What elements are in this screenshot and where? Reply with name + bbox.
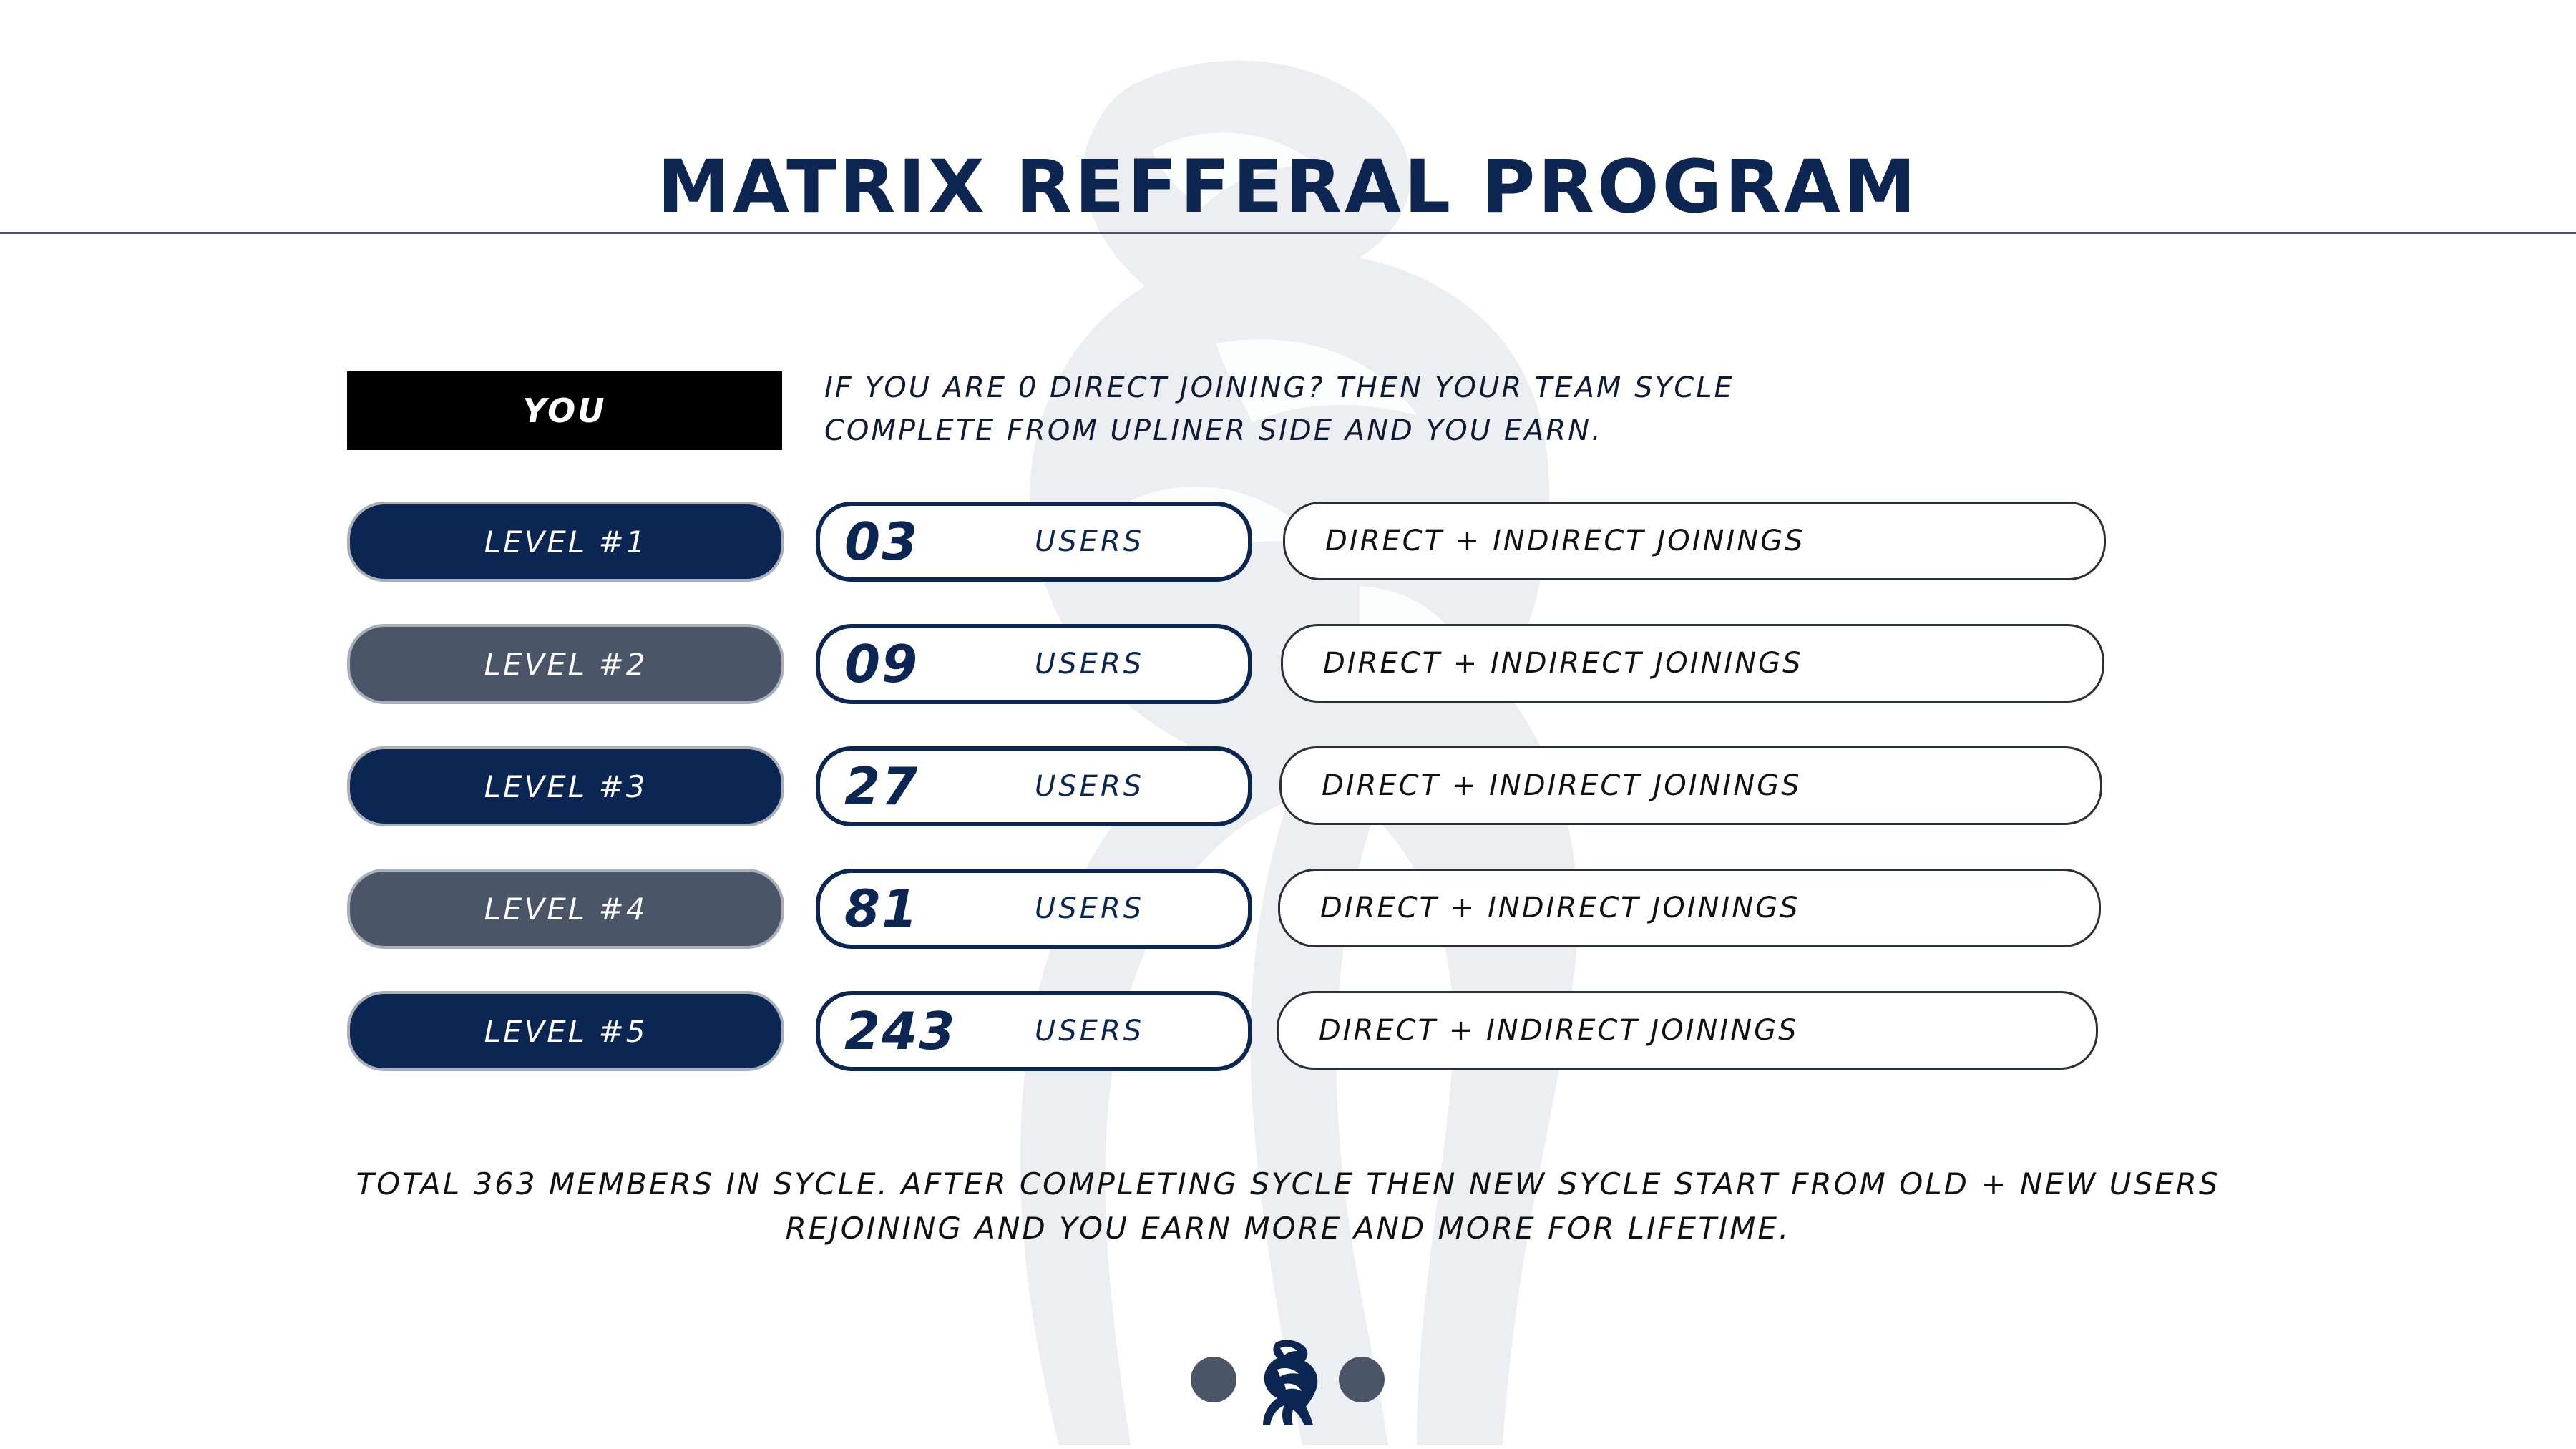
footer-note — [215, 1162, 2361, 1251]
you-note — [824, 366, 1898, 452]
joinings-text-4: DIRECT + INDIRECT JOININGS — [1320, 892, 1800, 924]
users-count-4: 81 — [844, 879, 919, 939]
level-pill-5: LEVEL #5 — [347, 991, 784, 1071]
level-row-5 — [0, 991, 2576, 1071]
joinings-text-5: DIRECT + INDIRECT JOININGS — [1319, 1014, 1799, 1047]
right-dot — [1339, 1357, 1385, 1402]
users-count-1: 03 — [844, 512, 919, 572]
joinings-pill-5 — [1277, 991, 2098, 1070]
page-title: MATRIX REFFERAL PROGRAM — [657, 145, 1919, 230]
joinings-text-1: DIRECT + INDIRECT JOININGS — [1325, 525, 1805, 557]
users-unit-5: USERS — [1035, 1015, 1145, 1048]
level-pill-2: LEVEL #2 — [347, 624, 784, 704]
you-box: YOU — [347, 371, 782, 450]
joinings-text-2: DIRECT + INDIRECT JOININGS — [1323, 647, 1803, 680]
footer-note-line-1: TOTAL 363 MEMBERS IN SYCLE. AFTER COMPLETING SYCLE THEN NEW SYCLE START FROM OLD + NEW USERS — [356, 1166, 2220, 1201]
joinings-pill-3 — [1279, 746, 2102, 825]
users-count-3: 27 — [844, 756, 919, 816]
joinings-text-3: DIRECT + INDIRECT JOININGS — [1322, 769, 1802, 802]
joinings-pill-4 — [1278, 869, 2101, 947]
level-pill-3: LEVEL #3 — [347, 746, 784, 826]
joinings-pill-2 — [1281, 624, 2104, 703]
you-note-line-1: IF YOU ARE 0 DIRECT JOINING? THEN YOUR TEAM SYCLE — [824, 371, 1735, 404]
level-row-1 — [0, 502, 2576, 582]
users-pill-3 — [816, 746, 1252, 826]
users-unit-3: USERS — [1035, 770, 1145, 803]
footer-note-line-2: REJOINING AND YOU EARN MORE AND MORE FOR LIFETIME. — [785, 1211, 1791, 1246]
joinings-pill-1 — [1283, 502, 2106, 580]
title-divider — [0, 232, 2576, 234]
left-dot — [1191, 1357, 1236, 1402]
level-row-2 — [0, 624, 2576, 704]
handshake-logo-icon — [1256, 1338, 1322, 1425]
users-unit-2: USERS — [1035, 648, 1145, 680]
users-pill-1 — [816, 502, 1252, 582]
users-pill-5 — [816, 991, 1252, 1071]
users-pill-2 — [816, 624, 1252, 704]
users-unit-1: USERS — [1035, 525, 1145, 558]
level-pill-1: LEVEL #1 — [347, 502, 784, 582]
users-count-2: 09 — [844, 634, 919, 694]
users-count-5: 243 — [844, 1001, 957, 1061]
users-unit-4: USERS — [1035, 892, 1145, 925]
level-row-4 — [0, 869, 2576, 949]
level-row-3 — [0, 746, 2576, 826]
you-note-line-2: COMPLETE FROM UPLINER SIDE AND YOU EARN. — [824, 414, 1603, 447]
level-pill-4: LEVEL #4 — [347, 869, 784, 949]
users-pill-4 — [816, 869, 1252, 949]
